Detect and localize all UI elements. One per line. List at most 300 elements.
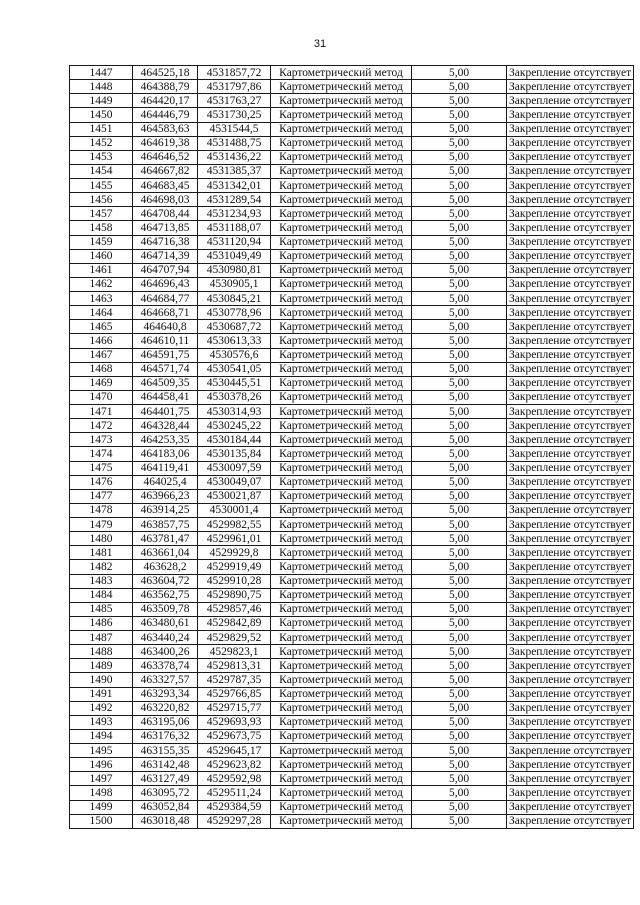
- method-cell: Картометрический метод: [271, 193, 412, 207]
- x-coordinate-cell: 464716,38: [133, 235, 198, 249]
- y-coordinate-cell: 4530778,96: [198, 306, 271, 320]
- x-coordinate-cell: 463293,34: [133, 687, 198, 701]
- precision-cell: 5,00: [412, 814, 507, 828]
- precision-cell: 5,00: [412, 532, 507, 546]
- y-coordinate-cell: 4529929,8: [198, 546, 271, 560]
- fixing-description-cell: Закрепление отсутствует: [507, 390, 634, 404]
- y-coordinate-cell: 4531188,07: [198, 221, 271, 235]
- fixing-description-cell: Закрепление отсутствует: [507, 574, 634, 588]
- y-coordinate-cell: 4531385,37: [198, 164, 271, 178]
- fixing-description-cell: Закрепление отсутствует: [507, 786, 634, 800]
- table-row: [70, 348, 634, 362]
- table-row: [70, 292, 634, 306]
- point-number-cell: 1479: [70, 518, 133, 532]
- fixing-description-cell: Закрепление отсутствует: [507, 659, 634, 673]
- table-row: [70, 221, 634, 235]
- method-cell: Картометрический метод: [271, 80, 412, 94]
- precision-cell: 5,00: [412, 574, 507, 588]
- method-cell: Картометрический метод: [271, 659, 412, 673]
- y-coordinate-cell: 4529813,31: [198, 659, 271, 673]
- y-coordinate-cell: 4529829,52: [198, 631, 271, 645]
- y-coordinate-cell: 4530576,6: [198, 348, 271, 362]
- fixing-description-cell: Закрепление отсутствует: [507, 503, 634, 517]
- y-coordinate-cell: 4531857,72: [198, 66, 271, 80]
- x-coordinate-cell: 463440,24: [133, 631, 198, 645]
- precision-cell: 5,00: [412, 94, 507, 108]
- precision-cell: 5,00: [412, 461, 507, 475]
- precision-cell: 5,00: [412, 80, 507, 94]
- fixing-description-cell: Закрепление отсутствует: [507, 814, 634, 828]
- table-row: [70, 518, 634, 532]
- point-number-cell: 1481: [70, 546, 133, 560]
- y-coordinate-cell: 4530021,87: [198, 489, 271, 503]
- y-coordinate-cell: 4531234,93: [198, 207, 271, 221]
- point-number-cell: 1459: [70, 235, 133, 249]
- y-coordinate-cell: 4529384,59: [198, 800, 271, 814]
- fixing-description-cell: Закрепление отсутствует: [507, 235, 634, 249]
- table-row: [70, 433, 634, 447]
- fixing-description-cell: Закрепление отсутствует: [507, 179, 634, 193]
- y-coordinate-cell: 4530245,22: [198, 419, 271, 433]
- method-cell: Картометрический метод: [271, 94, 412, 108]
- fixing-description-cell: Закрепление отсутствует: [507, 715, 634, 729]
- x-coordinate-cell: 464667,82: [133, 164, 198, 178]
- fixing-description-cell: Закрепление отсутствует: [507, 772, 634, 786]
- y-coordinate-cell: 4530845,21: [198, 292, 271, 306]
- table-row: [70, 179, 634, 193]
- x-coordinate-cell: 463628,2: [133, 560, 198, 574]
- fixing-description-cell: Закрепление отсутствует: [507, 221, 634, 235]
- method-cell: Картометрический метод: [271, 574, 412, 588]
- point-number-cell: 1484: [70, 588, 133, 602]
- precision-cell: 5,00: [412, 263, 507, 277]
- method-cell: Картометрический метод: [271, 136, 412, 150]
- x-coordinate-cell: 464707,94: [133, 263, 198, 277]
- x-coordinate-cell: 463155,35: [133, 744, 198, 758]
- x-coordinate-cell: 464446,79: [133, 108, 198, 122]
- point-number-cell: 1460: [70, 249, 133, 263]
- table-row: [70, 645, 634, 659]
- table-row: [70, 602, 634, 616]
- method-cell: Картометрический метод: [271, 207, 412, 221]
- table-row: [70, 122, 634, 136]
- fixing-description-cell: Закрепление отсутствует: [507, 249, 634, 263]
- point-number-cell: 1476: [70, 475, 133, 489]
- point-number-cell: 1472: [70, 419, 133, 433]
- y-coordinate-cell: 4529982,55: [198, 518, 271, 532]
- table-row: [70, 588, 634, 602]
- point-number-cell: 1456: [70, 193, 133, 207]
- fixing-description-cell: Закрепление отсутствует: [507, 348, 634, 362]
- table-row: [70, 80, 634, 94]
- precision-cell: 5,00: [412, 348, 507, 362]
- x-coordinate-cell: 464583,63: [133, 122, 198, 136]
- x-coordinate-cell: 463400,26: [133, 645, 198, 659]
- x-coordinate-cell: 464646,52: [133, 150, 198, 164]
- precision-cell: 5,00: [412, 277, 507, 291]
- y-coordinate-cell: 4529623,82: [198, 758, 271, 772]
- y-coordinate-cell: 4529645,17: [198, 744, 271, 758]
- table-row: [70, 150, 634, 164]
- x-coordinate-cell: 464610,11: [133, 334, 198, 348]
- fixing-description-cell: Закрепление отсутствует: [507, 518, 634, 532]
- point-number-cell: 1470: [70, 390, 133, 404]
- fixing-description-cell: Закрепление отсутствует: [507, 631, 634, 645]
- table-row: [70, 277, 634, 291]
- method-cell: Картометрический метод: [271, 320, 412, 334]
- table-row: [70, 729, 634, 743]
- precision-cell: 5,00: [412, 320, 507, 334]
- point-number-cell: 1455: [70, 179, 133, 193]
- table-row: [70, 390, 634, 404]
- point-number-cell: 1482: [70, 560, 133, 574]
- point-number-cell: 1452: [70, 136, 133, 150]
- point-number-cell: 1491: [70, 687, 133, 701]
- method-cell: Картометрический метод: [271, 489, 412, 503]
- table-row: [70, 631, 634, 645]
- precision-cell: 5,00: [412, 645, 507, 659]
- point-number-cell: 1464: [70, 306, 133, 320]
- method-cell: Картометрический метод: [271, 292, 412, 306]
- method-cell: Картометрический метод: [271, 221, 412, 235]
- y-coordinate-cell: 4531797,86: [198, 80, 271, 94]
- y-coordinate-cell: 4530541,05: [198, 362, 271, 376]
- x-coordinate-cell: 464571,74: [133, 362, 198, 376]
- fixing-description-cell: Закрепление отсутствует: [507, 362, 634, 376]
- fixing-description-cell: Закрепление отсутствует: [507, 193, 634, 207]
- precision-cell: 5,00: [412, 419, 507, 433]
- x-coordinate-cell: 464525,18: [133, 66, 198, 80]
- y-coordinate-cell: 4529890,75: [198, 588, 271, 602]
- point-number-cell: 1498: [70, 786, 133, 800]
- y-coordinate-cell: 4529511,24: [198, 786, 271, 800]
- x-coordinate-cell: 463562,75: [133, 588, 198, 602]
- precision-cell: 5,00: [412, 800, 507, 814]
- precision-cell: 5,00: [412, 546, 507, 560]
- table-row: [70, 447, 634, 461]
- method-cell: Картометрический метод: [271, 419, 412, 433]
- table-row: [70, 235, 634, 249]
- point-number-cell: 1488: [70, 645, 133, 659]
- point-number-cell: 1483: [70, 574, 133, 588]
- table-row: [70, 263, 634, 277]
- x-coordinate-cell: 463220,82: [133, 701, 198, 715]
- y-coordinate-cell: 4531049,49: [198, 249, 271, 263]
- table-row: [70, 758, 634, 772]
- x-coordinate-cell: 463052,84: [133, 800, 198, 814]
- precision-cell: 5,00: [412, 687, 507, 701]
- x-coordinate-cell: 464591,75: [133, 348, 198, 362]
- table-row: [70, 786, 634, 800]
- x-coordinate-cell: 464119,41: [133, 461, 198, 475]
- x-coordinate-cell: 463127,49: [133, 772, 198, 786]
- precision-cell: 5,00: [412, 193, 507, 207]
- table-row: [70, 574, 634, 588]
- method-cell: Картометрический метод: [271, 602, 412, 616]
- fixing-description-cell: Закрепление отсутствует: [507, 602, 634, 616]
- fixing-description-cell: Закрепление отсутствует: [507, 560, 634, 574]
- point-number-cell: 1485: [70, 602, 133, 616]
- precision-cell: 5,00: [412, 701, 507, 715]
- point-number-cell: 1496: [70, 758, 133, 772]
- point-number-cell: 1449: [70, 94, 133, 108]
- y-coordinate-cell: 4529961,01: [198, 532, 271, 546]
- point-number-cell: 1457: [70, 207, 133, 221]
- precision-cell: 5,00: [412, 631, 507, 645]
- x-coordinate-cell: 464714,39: [133, 249, 198, 263]
- method-cell: Картометрический метод: [271, 235, 412, 249]
- table-row: [70, 659, 634, 673]
- x-coordinate-cell: 464183,06: [133, 447, 198, 461]
- x-coordinate-cell: 464458,41: [133, 390, 198, 404]
- table-row: [70, 560, 634, 574]
- table-row: [70, 405, 634, 419]
- x-coordinate-cell: 464668,71: [133, 306, 198, 320]
- precision-cell: 5,00: [412, 390, 507, 404]
- point-number-cell: 1467: [70, 348, 133, 362]
- x-coordinate-cell: 464388,79: [133, 80, 198, 94]
- x-coordinate-cell: 464683,45: [133, 179, 198, 193]
- point-number-cell: 1474: [70, 447, 133, 461]
- y-coordinate-cell: 4529919,49: [198, 560, 271, 574]
- y-coordinate-cell: 4529857,46: [198, 602, 271, 616]
- fixing-description-cell: Закрепление отсутствует: [507, 405, 634, 419]
- fixing-description-cell: Закрепление отсутствует: [507, 376, 634, 390]
- fixing-description-cell: Закрепление отсутствует: [507, 687, 634, 701]
- table-row: [70, 207, 634, 221]
- point-number-cell: 1487: [70, 631, 133, 645]
- y-coordinate-cell: 4529787,35: [198, 673, 271, 687]
- x-coordinate-cell: 464420,17: [133, 94, 198, 108]
- y-coordinate-cell: 4530905,1: [198, 277, 271, 291]
- method-cell: Картометрический метод: [271, 277, 412, 291]
- precision-cell: 5,00: [412, 659, 507, 673]
- table-row: [70, 800, 634, 814]
- y-coordinate-cell: 4530314,93: [198, 405, 271, 419]
- table-row: [70, 772, 634, 786]
- precision-cell: 5,00: [412, 433, 507, 447]
- method-cell: Картометрический метод: [271, 518, 412, 532]
- point-number-cell: 1495: [70, 744, 133, 758]
- method-cell: Картометрический метод: [271, 405, 412, 419]
- precision-cell: 5,00: [412, 235, 507, 249]
- method-cell: Картометрический метод: [271, 164, 412, 178]
- x-coordinate-cell: 463661,04: [133, 546, 198, 560]
- x-coordinate-cell: 463604,72: [133, 574, 198, 588]
- precision-cell: 5,00: [412, 249, 507, 263]
- table-row: [70, 334, 634, 348]
- table-row: [70, 249, 634, 263]
- fixing-description-cell: Закрепление отсутствует: [507, 94, 634, 108]
- point-number-cell: 1486: [70, 616, 133, 630]
- method-cell: Картометрический метод: [271, 814, 412, 828]
- x-coordinate-cell: 464401,75: [133, 405, 198, 419]
- table-row: [70, 320, 634, 334]
- precision-cell: 5,00: [412, 729, 507, 743]
- fixing-description-cell: Закрепление отсутствует: [507, 532, 634, 546]
- precision-cell: 5,00: [412, 376, 507, 390]
- precision-cell: 5,00: [412, 786, 507, 800]
- fixing-description-cell: Закрепление отсутствует: [507, 334, 634, 348]
- y-coordinate-cell: 4530097,59: [198, 461, 271, 475]
- x-coordinate-cell: 464640,8: [133, 320, 198, 334]
- y-coordinate-cell: 4530184,44: [198, 433, 271, 447]
- point-number-cell: 1500: [70, 814, 133, 828]
- point-number-cell: 1480: [70, 532, 133, 546]
- fixing-description-cell: Закрепление отсутствует: [507, 419, 634, 433]
- table-row: [70, 362, 634, 376]
- table-row: [70, 475, 634, 489]
- method-cell: Картометрический метод: [271, 546, 412, 560]
- y-coordinate-cell: 4529693,93: [198, 715, 271, 729]
- fixing-description-cell: Закрепление отсутствует: [507, 546, 634, 560]
- table-row: [70, 503, 634, 517]
- method-cell: Картометрический метод: [271, 362, 412, 376]
- precision-cell: 5,00: [412, 150, 507, 164]
- method-cell: Картометрический метод: [271, 461, 412, 475]
- point-number-cell: 1447: [70, 66, 133, 80]
- x-coordinate-cell: 464684,77: [133, 292, 198, 306]
- x-coordinate-cell: 463509,78: [133, 602, 198, 616]
- point-number-cell: 1462: [70, 277, 133, 291]
- fixing-description-cell: Закрепление отсутствует: [507, 758, 634, 772]
- precision-cell: 5,00: [412, 560, 507, 574]
- method-cell: Картометрический метод: [271, 715, 412, 729]
- y-coordinate-cell: 4531730,25: [198, 108, 271, 122]
- precision-cell: 5,00: [412, 489, 507, 503]
- method-cell: Картометрический метод: [271, 758, 412, 772]
- y-coordinate-cell: 4530378,26: [198, 390, 271, 404]
- table-row: [70, 136, 634, 150]
- table-row: [70, 376, 634, 390]
- point-number-cell: 1492: [70, 701, 133, 715]
- method-cell: Картометрический метод: [271, 150, 412, 164]
- method-cell: Картометрический метод: [271, 588, 412, 602]
- fixing-description-cell: Закрепление отсутствует: [507, 588, 634, 602]
- method-cell: Картометрический метод: [271, 631, 412, 645]
- method-cell: Картометрический метод: [271, 348, 412, 362]
- method-cell: Картометрический метод: [271, 108, 412, 122]
- y-coordinate-cell: 4530445,51: [198, 376, 271, 390]
- point-number-cell: 1448: [70, 80, 133, 94]
- table-row: [70, 701, 634, 715]
- precision-cell: 5,00: [412, 744, 507, 758]
- table-row: [70, 108, 634, 122]
- fixing-description-cell: Закрепление отсутствует: [507, 108, 634, 122]
- method-cell: Картометрический метод: [271, 772, 412, 786]
- x-coordinate-cell: 464698,03: [133, 193, 198, 207]
- y-coordinate-cell: 4531342,01: [198, 179, 271, 193]
- x-coordinate-cell: 463095,72: [133, 786, 198, 800]
- method-cell: Картометрический метод: [271, 433, 412, 447]
- y-coordinate-cell: 4531289,54: [198, 193, 271, 207]
- table-row: [70, 489, 634, 503]
- point-number-cell: 1469: [70, 376, 133, 390]
- y-coordinate-cell: 4529842,89: [198, 616, 271, 630]
- precision-cell: 5,00: [412, 362, 507, 376]
- x-coordinate-cell: 463142,48: [133, 758, 198, 772]
- x-coordinate-cell: 463195,06: [133, 715, 198, 729]
- x-coordinate-cell: 464696,43: [133, 277, 198, 291]
- precision-cell: 5,00: [412, 108, 507, 122]
- precision-cell: 5,00: [412, 221, 507, 235]
- point-number-cell: 1461: [70, 263, 133, 277]
- fixing-description-cell: Закрепление отсутствует: [507, 673, 634, 687]
- table-row: [70, 306, 634, 320]
- point-number-cell: 1465: [70, 320, 133, 334]
- method-cell: Картометрический метод: [271, 376, 412, 390]
- point-number-cell: 1458: [70, 221, 133, 235]
- method-cell: Картометрический метод: [271, 475, 412, 489]
- page-number: 31: [313, 38, 327, 50]
- precision-cell: 5,00: [412, 503, 507, 517]
- x-coordinate-cell: 463914,25: [133, 503, 198, 517]
- fixing-description-cell: Закрепление отсутствует: [507, 729, 634, 743]
- x-coordinate-cell: 464619,38: [133, 136, 198, 150]
- point-number-cell: 1494: [70, 729, 133, 743]
- point-number-cell: 1490: [70, 673, 133, 687]
- y-coordinate-cell: 4529592,98: [198, 772, 271, 786]
- fixing-description-cell: Закрепление отсутствует: [507, 263, 634, 277]
- precision-cell: 5,00: [412, 334, 507, 348]
- y-coordinate-cell: 4531488,75: [198, 136, 271, 150]
- precision-cell: 5,00: [412, 66, 507, 80]
- method-cell: Картометрический метод: [271, 560, 412, 574]
- x-coordinate-cell: 463480,61: [133, 616, 198, 630]
- method-cell: Картометрический метод: [271, 503, 412, 517]
- point-number-cell: 1493: [70, 715, 133, 729]
- y-coordinate-cell: 4530980,81: [198, 263, 271, 277]
- point-number-cell: 1477: [70, 489, 133, 503]
- table-row: [70, 164, 634, 178]
- y-coordinate-cell: 4530049,07: [198, 475, 271, 489]
- y-coordinate-cell: 4530135,84: [198, 447, 271, 461]
- x-coordinate-cell: 464328,44: [133, 419, 198, 433]
- fixing-description-cell: Закрепление отсутствует: [507, 292, 634, 306]
- fixing-description-cell: Закрепление отсутствует: [507, 447, 634, 461]
- precision-cell: 5,00: [412, 602, 507, 616]
- precision-cell: 5,00: [412, 673, 507, 687]
- x-coordinate-cell: 464509,35: [133, 376, 198, 390]
- precision-cell: 5,00: [412, 122, 507, 136]
- table-row: [70, 814, 634, 828]
- point-number-cell: 1471: [70, 405, 133, 419]
- table-row: [70, 461, 634, 475]
- x-coordinate-cell: 464025,4: [133, 475, 198, 489]
- fixing-description-cell: Закрепление отсутствует: [507, 645, 634, 659]
- fixing-description-cell: Закрепление отсутствует: [507, 701, 634, 715]
- y-coordinate-cell: 4529297,28: [198, 814, 271, 828]
- table-row: [70, 616, 634, 630]
- method-cell: Картометрический метод: [271, 645, 412, 659]
- precision-cell: 5,00: [412, 588, 507, 602]
- x-coordinate-cell: 464708,44: [133, 207, 198, 221]
- point-number-cell: 1478: [70, 503, 133, 517]
- method-cell: Картометрический метод: [271, 800, 412, 814]
- table-row: [70, 715, 634, 729]
- fixing-description-cell: Закрепление отсутствует: [507, 150, 634, 164]
- precision-cell: 5,00: [412, 292, 507, 306]
- x-coordinate-cell: 463966,23: [133, 489, 198, 503]
- fixing-description-cell: Закрепление отсутствует: [507, 136, 634, 150]
- precision-cell: 5,00: [412, 405, 507, 419]
- fixing-description-cell: Закрепление отсутствует: [507, 277, 634, 291]
- table-row: [70, 744, 634, 758]
- table-row: [70, 532, 634, 546]
- fixing-description-cell: Закрепление отсутствует: [507, 616, 634, 630]
- fixing-description-cell: Закрепление отсутствует: [507, 433, 634, 447]
- fixing-description-cell: Закрепление отсутствует: [507, 461, 634, 475]
